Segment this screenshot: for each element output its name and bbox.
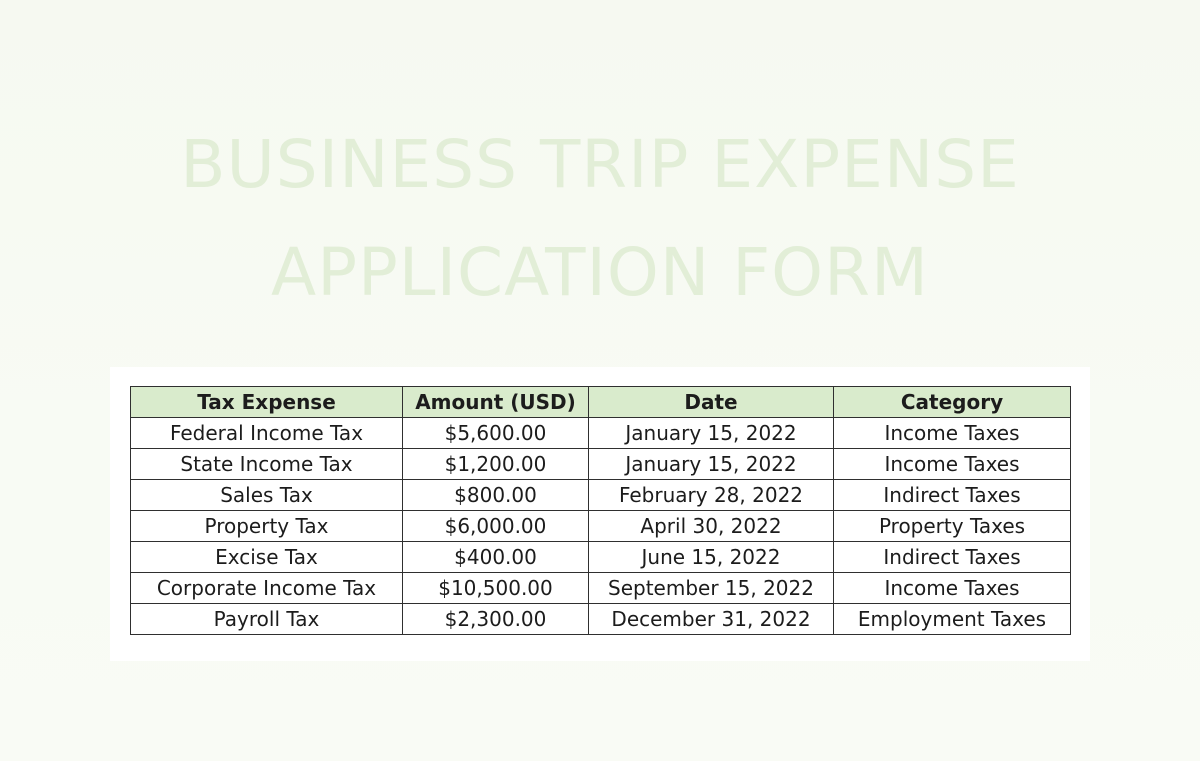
header-date: Date <box>589 387 834 418</box>
table-row <box>131 542 1071 573</box>
cell-tax-expense: State Income Tax <box>131 449 403 480</box>
cell-amount: $5,600.00 <box>403 418 589 449</box>
cell-amount: $800.00 <box>403 480 589 511</box>
cell-amount: $400.00 <box>403 542 589 573</box>
cell-date: June 15, 2022 <box>589 542 834 573</box>
cell-tax-expense: Payroll Tax <box>131 604 403 635</box>
cell-tax-expense: Excise Tax <box>131 542 403 573</box>
cell-amount: $2,300.00 <box>403 604 589 635</box>
table-row <box>131 418 1071 449</box>
tax-expense-table <box>130 386 1071 635</box>
cell-category: Indirect Taxes <box>834 480 1071 511</box>
cell-category: Property Taxes <box>834 511 1071 542</box>
cell-category: Income Taxes <box>834 573 1071 604</box>
table-row <box>131 449 1071 480</box>
page-title-line-2: APPLICATION FORM <box>271 234 929 311</box>
table-row <box>131 573 1071 604</box>
table-row <box>131 604 1071 635</box>
cell-category: Income Taxes <box>834 449 1071 480</box>
cell-date: September 15, 2022 <box>589 573 834 604</box>
table-row <box>131 480 1071 511</box>
cell-tax-expense: Sales Tax <box>131 480 403 511</box>
cell-amount: $10,500.00 <box>403 573 589 604</box>
cell-date: April 30, 2022 <box>589 511 834 542</box>
cell-date: January 15, 2022 <box>589 418 834 449</box>
cell-date: January 15, 2022 <box>589 449 834 480</box>
table-row <box>131 511 1071 542</box>
header-amount: Amount (USD) <box>403 387 589 418</box>
cell-category: Employment Taxes <box>834 604 1071 635</box>
cell-tax-expense: Property Tax <box>131 511 403 542</box>
cell-category: Indirect Taxes <box>834 542 1071 573</box>
header-category: Category <box>834 387 1071 418</box>
cell-date: February 28, 2022 <box>589 480 834 511</box>
cell-amount: $1,200.00 <box>403 449 589 480</box>
cell-date: December 31, 2022 <box>589 604 834 635</box>
cell-tax-expense: Federal Income Tax <box>131 418 403 449</box>
table-header-row <box>131 387 1071 418</box>
cell-amount: $6,000.00 <box>403 511 589 542</box>
page-title-line-1: BUSINESS TRIP EXPENSE <box>180 126 1020 203</box>
cell-tax-expense: Corporate Income Tax <box>131 573 403 604</box>
header-tax-expense: Tax Expense <box>131 387 403 418</box>
table-card <box>110 367 1090 661</box>
cell-category: Income Taxes <box>834 418 1071 449</box>
